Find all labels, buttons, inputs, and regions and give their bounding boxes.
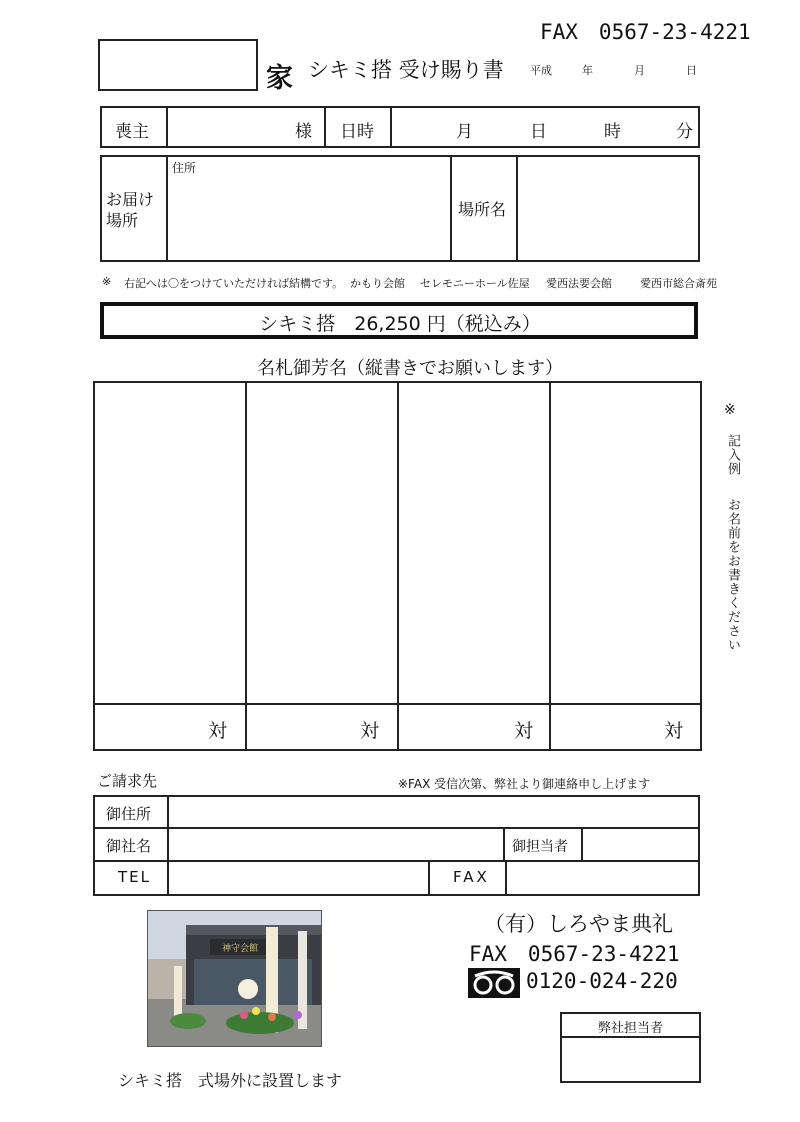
page-title: シキミ搭 受け賜り書 xyxy=(308,58,504,82)
venue-photo xyxy=(147,910,322,1047)
billing-tel-field[interactable] xyxy=(169,862,428,894)
billing-address-label: 御住所 xyxy=(106,805,152,823)
place-name-field[interactable] xyxy=(518,157,698,260)
billing-address-field[interactable] xyxy=(169,797,698,827)
note-mark: ※ xyxy=(102,275,112,288)
staff-label: 弊社担当者 xyxy=(597,1021,663,1036)
pair-label: 対 xyxy=(208,720,228,742)
pair-label: 対 xyxy=(664,720,684,742)
nameplate-column[interactable] xyxy=(399,383,549,703)
pair-label: 対 xyxy=(360,720,380,742)
hour-unit: 時 xyxy=(604,122,621,142)
billing-contact-label: 御担当者 xyxy=(512,839,568,855)
billing-company-label: 御社名 xyxy=(106,837,152,855)
mourner-label: 喪主 xyxy=(115,122,149,142)
venue-option[interactable]: 愛西法要会館 xyxy=(546,277,612,290)
staff-field[interactable] xyxy=(562,1038,699,1081)
billing-heading: ご請求先 xyxy=(97,772,158,790)
month-unit: 月 xyxy=(456,122,473,142)
billing-notice: ※FAX 受信次第、弊社より御連絡申し上げます xyxy=(398,777,651,791)
company-fax: FAX 0567-23-4221 xyxy=(469,942,680,966)
nameplate-column[interactable] xyxy=(551,383,701,703)
day-unit: 日 xyxy=(530,122,547,142)
billing-contact-field[interactable] xyxy=(583,829,698,860)
day-label: 日 xyxy=(686,64,697,77)
venue-option[interactable]: セレモニーホール佐屋 xyxy=(420,277,530,290)
billing-fax-field[interactable] xyxy=(507,862,698,894)
venue-option[interactable]: かもり会館 xyxy=(350,277,405,290)
address-field[interactable] xyxy=(168,176,448,260)
era-label: 平成 xyxy=(530,64,552,77)
venue-photo-illustration xyxy=(148,911,321,1046)
company-name: （有）しろやま典礼 xyxy=(484,912,673,936)
nameplate-column[interactable] xyxy=(95,383,245,703)
sama-label: 様 xyxy=(295,122,312,142)
place-name-label: 場所名 xyxy=(458,200,507,219)
venue-sign-text: 神守会館 xyxy=(221,944,259,954)
delivery-label-1: お届け xyxy=(106,190,155,209)
header-fax: FAX 0567-23-4221 xyxy=(540,20,751,44)
price-text: シキミ搭 26,250 円（税込み） xyxy=(259,313,541,335)
datetime-label: 日時 xyxy=(340,122,374,142)
venue-option[interactable]: 愛西市総合斎苑 xyxy=(640,277,717,290)
billing-fax-label: FAX xyxy=(453,868,490,886)
nameplate-column[interactable] xyxy=(247,383,397,703)
billing-company-field[interactable] xyxy=(169,829,503,860)
pair-label: 対 xyxy=(514,720,534,742)
month-label: 月 xyxy=(634,64,645,77)
free-dial-number[interactable]: 0120-024-220 xyxy=(526,969,678,993)
side-note-mark: ※ xyxy=(724,402,736,418)
note-text: 右記へは〇をつけていただければ結構です。 xyxy=(124,277,344,290)
year-label: 年 xyxy=(582,64,593,77)
delivery-label-2: 場所 xyxy=(106,211,139,230)
minute-unit: 分 xyxy=(676,122,693,142)
photo-caption: シキミ搭 式場外に設置します xyxy=(118,1071,343,1090)
nameplate-heading: 名札御芳名（縦書きでお願いします） xyxy=(257,358,563,379)
side-note-example: 記入例 xyxy=(725,434,740,476)
side-note-instruction: お名前をお書きください xyxy=(725,498,740,652)
billing-tel-label: TEL xyxy=(118,868,151,886)
family-char: 家 xyxy=(266,63,293,94)
free-dial-icon xyxy=(468,968,520,998)
family-name-box[interactable] xyxy=(98,39,258,91)
address-label: 住所 xyxy=(172,161,197,175)
mourner-field[interactable] xyxy=(168,108,294,146)
